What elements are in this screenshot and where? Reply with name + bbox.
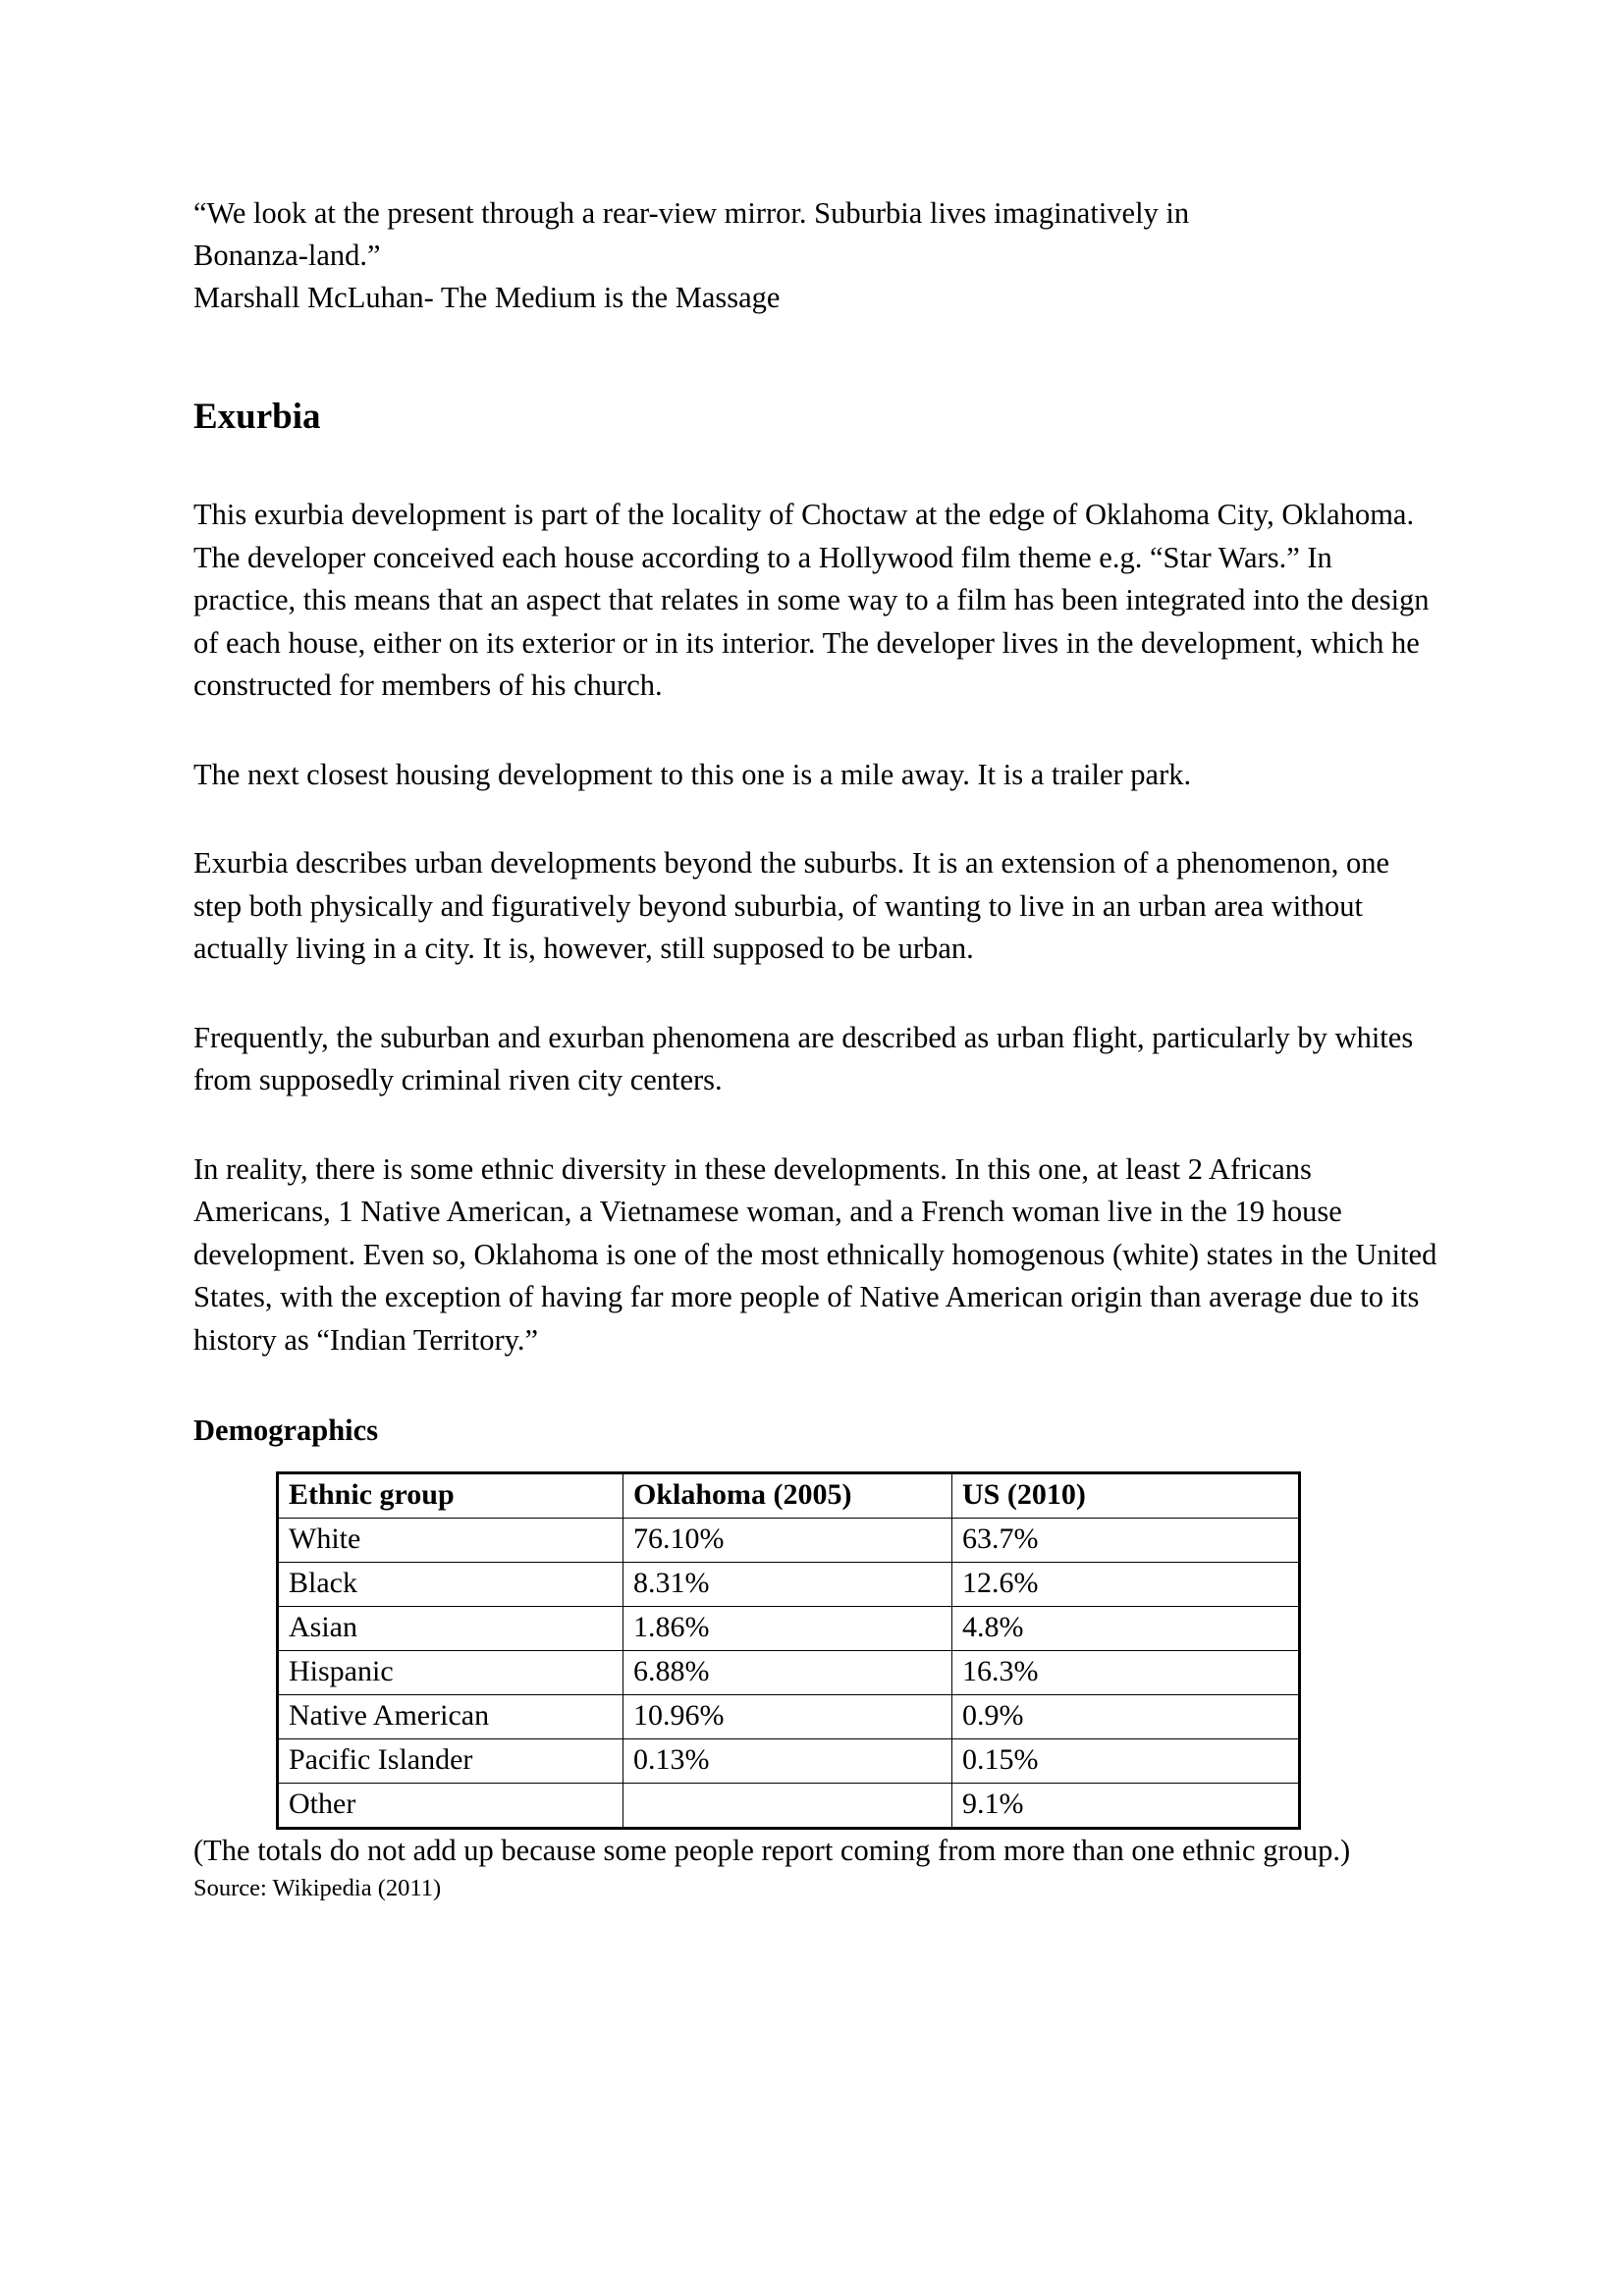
cell-oklahoma: 76.10%	[623, 1519, 952, 1563]
cell-us: 4.8%	[952, 1607, 1300, 1651]
epigraph-quote	[193, 192, 1440, 277]
cell-ethnic-group: Native American	[278, 1695, 623, 1739]
table-row	[278, 1739, 1300, 1784]
body-paragraph-5: In reality, there is some ethnic diversity in these developments. In this one, at least 2 Africans Americans, 1 Native American, a Vietnamese woman, and a French woman live in the 19 house development. Even so, Oklahoma is one of the most ethnically homogenous (white) states in the United States, with the exception of having far more people of Native American origin than average due to its history as “Indian Territory.”	[193, 1151, 1437, 1357]
body-paragraph-1: This exurbia development is part of the locality of Choctaw at the edge of Oklahoma City, Oklahoma. The developer conceived each house according to a Hollywood film theme e.g. “Star Wars.” In practice, this means that an aspect that relates in some way to a film has been integrated into the design of each house, either on its exterior or in its interior. The developer lives in the development, which he constructed for members of his church.	[193, 498, 1430, 702]
cell-ethnic-group: White	[278, 1519, 623, 1563]
cell-oklahoma: 6.88%	[623, 1651, 952, 1695]
table-row	[278, 1695, 1300, 1739]
cell-us: 12.6%	[952, 1563, 1300, 1607]
cell-ethnic-group: Black	[278, 1563, 623, 1607]
cell-us: 63.7%	[952, 1519, 1300, 1563]
cell-us: 16.3%	[952, 1651, 1300, 1695]
table-header-row	[278, 1473, 1300, 1519]
table-row	[278, 1519, 1300, 1563]
cell-us: 0.9%	[952, 1695, 1300, 1739]
table-header	[278, 1473, 1300, 1519]
column-header-us: US (2010)	[952, 1473, 1300, 1519]
cell-ethnic-group: Other	[278, 1784, 623, 1829]
cell-us: 0.15%	[952, 1739, 1300, 1784]
cell-ethnic-group: Asian	[278, 1607, 623, 1651]
table-row	[278, 1607, 1300, 1651]
body-paragraph-2: The next closest housing development to this one is a mile away. It is a trailer park.	[193, 757, 1192, 791]
spacer	[193, 1450, 1440, 1471]
cell-oklahoma: 10.96%	[623, 1695, 952, 1739]
spacer	[193, 1362, 1440, 1411]
spacer	[193, 708, 1440, 754]
column-header-oklahoma: Oklahoma (2005)	[623, 1473, 952, 1519]
demographics-table-wrapper	[193, 1471, 1440, 1830]
body-paragraph-4: Frequently, the suburban and exurban phenomena are described as urban flight, particularly by whites from supposedly criminal riven city centers.	[193, 1020, 1414, 1096]
demographics-subheading: Demographics	[193, 1414, 379, 1447]
cell-oklahoma	[623, 1784, 952, 1829]
table-row	[278, 1784, 1300, 1829]
cell-oklahoma: 1.86%	[623, 1607, 952, 1651]
epigraph-line-2: Bonanza-land.”	[193, 239, 381, 272]
document-content	[193, 192, 1440, 1904]
cell-oklahoma: 0.13%	[623, 1739, 952, 1784]
spacer	[193, 796, 1440, 842]
table-body	[278, 1519, 1300, 1829]
table-note: (The totals do not add up because some people report coming from more than one ethnic group.)	[193, 1834, 1351, 1867]
cell-oklahoma: 8.31%	[623, 1563, 952, 1607]
table-source: Source: Wikipedia (2011)	[193, 1874, 442, 1901]
column-header-ethnic-group: Ethnic group	[278, 1473, 623, 1519]
epigraph-line-1: “We look at the present through a rear-view mirror. Suburbia lives imaginatively in	[193, 196, 1190, 230]
spacer	[193, 1102, 1440, 1148]
demographics-table	[276, 1471, 1301, 1830]
table-row	[278, 1563, 1300, 1607]
epigraph-attribution: Marshall McLuhan- The Medium is the Massage	[193, 281, 781, 314]
table-row	[278, 1651, 1300, 1695]
cell-ethnic-group: Hispanic	[278, 1651, 623, 1695]
cell-ethnic-group: Pacific Islander	[278, 1739, 623, 1784]
page-title: Exurbia	[193, 397, 321, 437]
spacer	[193, 319, 1440, 395]
spacer	[193, 971, 1440, 1017]
cell-us: 9.1%	[952, 1784, 1300, 1829]
spacer	[193, 440, 1440, 494]
body-paragraph-3: Exurbia describes urban developments beyond the suburbs. It is an extension of a phenomenon, one step both physically and figuratively beyond suburbia, of wanting to live in an urban area without actually living in a city. It is, however, still supposed to be urban.	[193, 846, 1390, 965]
